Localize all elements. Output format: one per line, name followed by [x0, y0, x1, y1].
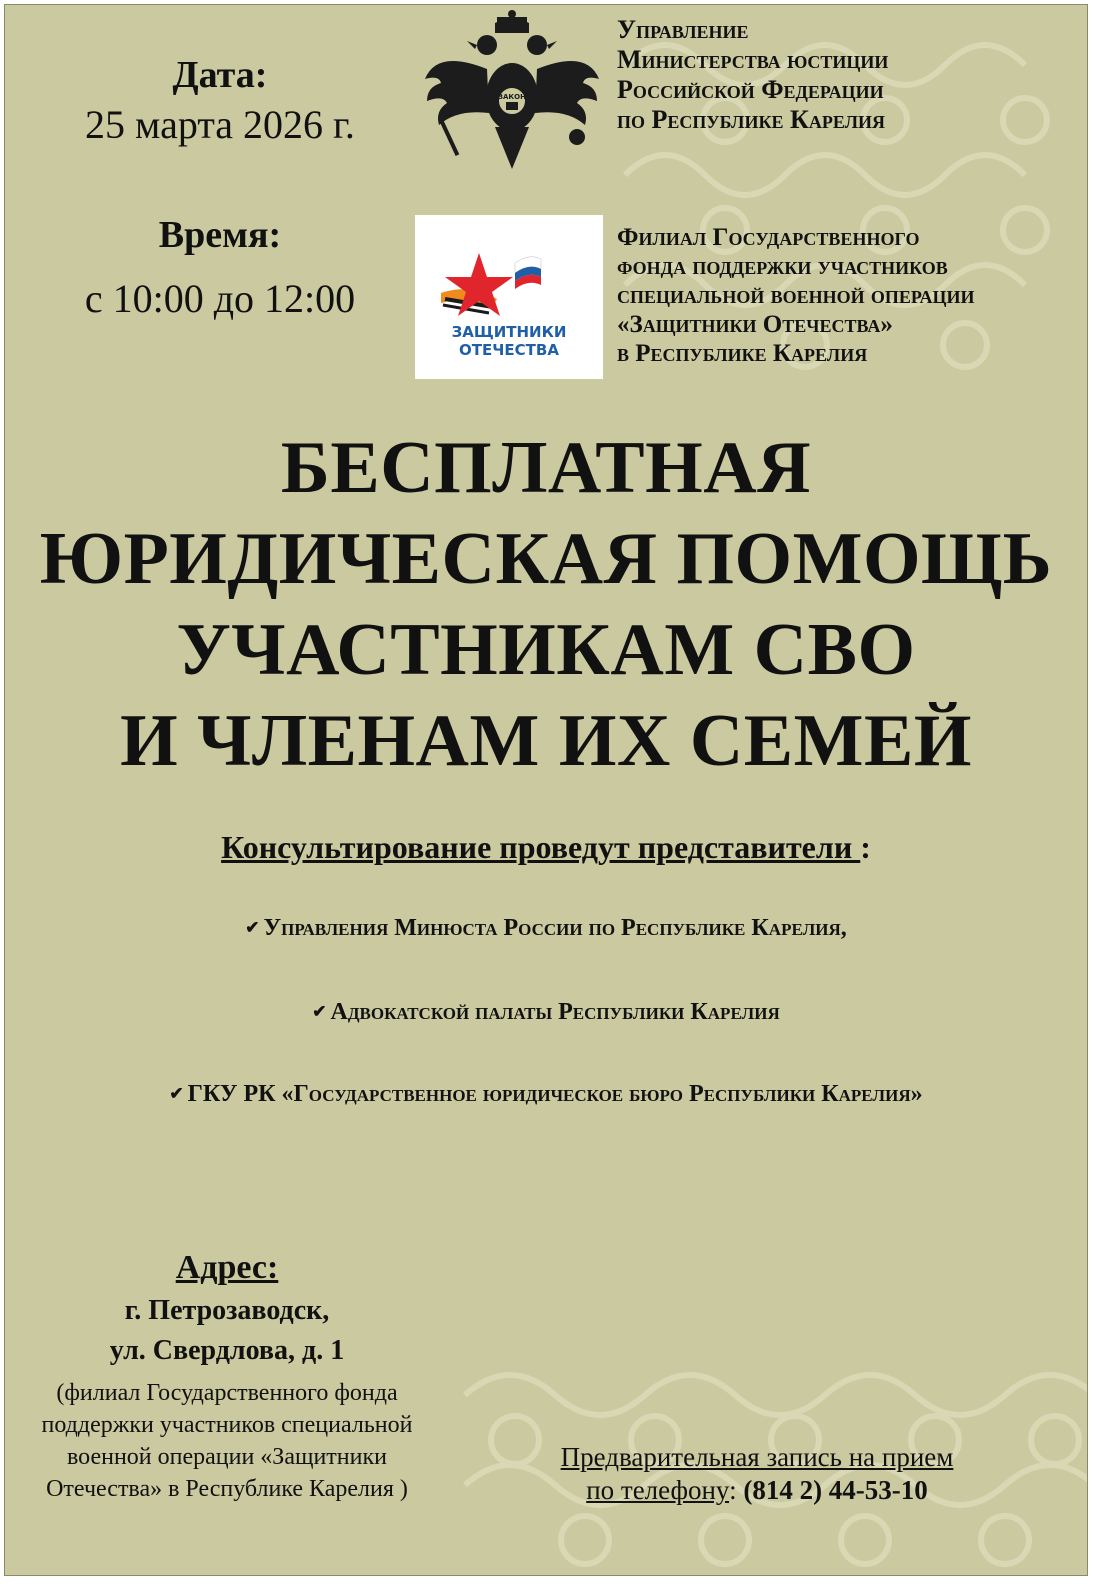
org-ministry-line: по Республике Карелия — [617, 105, 886, 134]
signup-line2 — [505, 1474, 1009, 1507]
address-note: (филиал Государственного фонда поддержки участников специальной военной операции «Защитники Отечества» в Республике Карелия ) — [41, 1380, 413, 1502]
org-fund-line: Филиал Государственного — [617, 224, 920, 251]
signup-line1: Предварительная запись на прием — [560, 1442, 954, 1472]
logo-text-line2: ОТЕЧЕСТВА — [459, 341, 559, 359]
star-ribbon-flag-icon — [415, 215, 603, 379]
logo-text-line1: ЗАЩИТНИКИ — [451, 323, 567, 341]
address-block — [17, 1249, 437, 1505]
headline-line: И ЧЛЕНАМ ИХ СЕМЕЙ — [120, 700, 972, 782]
defenders-logo — [415, 215, 603, 379]
checkmark-icon: ✔ — [169, 1084, 184, 1103]
org-ministry — [617, 15, 1077, 135]
checkmark-icon: ✔ — [245, 918, 260, 937]
checkmark-icon: ✔ — [312, 1002, 327, 1021]
time-block — [25, 213, 415, 322]
emblem-text: ЗАКОН — [498, 93, 526, 101]
signup-phone-label: по телефону — [586, 1475, 730, 1505]
rep-item — [5, 999, 1087, 1026]
date-value: 25 марта 2026 г. — [85, 102, 355, 147]
signup-phone[interactable]: (814 2) 44-53-10 — [743, 1475, 928, 1505]
org-ministry-line: Министерства юстиции — [617, 45, 889, 74]
double-headed-eagle-icon — [417, 9, 607, 179]
consult-title-text: Консультирование проведут представители — [221, 829, 861, 865]
headline-line: УЧАСТНИКАМ СВО — [176, 609, 916, 691]
rep-item — [5, 915, 1087, 942]
address-city: г. Петрозаводск, — [124, 1295, 330, 1326]
org-ministry-line: Управление — [617, 15, 749, 44]
signup-block — [505, 1441, 1009, 1507]
rep-item-text: ГКУ РК «Государственное юридическое бюро Республики Карелия» — [187, 1081, 923, 1107]
org-fund-line: в Республике Карелия — [617, 340, 868, 367]
org-ministry-line: Российской Федерации — [617, 75, 884, 104]
time-value: с 10:00 до 12:00 — [84, 276, 356, 321]
date-label: Дата: — [172, 54, 268, 96]
headline-line: БЕСПЛАТНАЯ — [280, 427, 812, 509]
rep-item — [5, 1081, 1087, 1108]
flyer-page — [4, 4, 1088, 1576]
address-title: Адрес: — [175, 1249, 279, 1286]
org-fund-line: «Защитники Отечества» — [617, 311, 893, 338]
org-fund — [617, 223, 1087, 368]
consult-title-colon: : — [860, 829, 871, 865]
consult-title — [5, 829, 1087, 866]
org-fund-line: специальной военной операции — [617, 282, 975, 309]
org-fund-line: фонда поддержки участников — [617, 253, 948, 280]
rep-item-text: Управления Минюста России по Республике Карелия, — [263, 915, 847, 941]
headline-line: ЮРИДИЧЕСКАЯ ПОМОЩЬ — [39, 518, 1053, 600]
headline — [5, 423, 1087, 787]
time-label: Время: — [158, 214, 282, 256]
date-block — [25, 53, 415, 148]
signup-colon: : — [729, 1475, 744, 1505]
address-street: ул. Свердлова, д. 1 — [109, 1335, 345, 1366]
rep-item-text: Адвокатской палаты Республики Карелия — [330, 999, 780, 1025]
